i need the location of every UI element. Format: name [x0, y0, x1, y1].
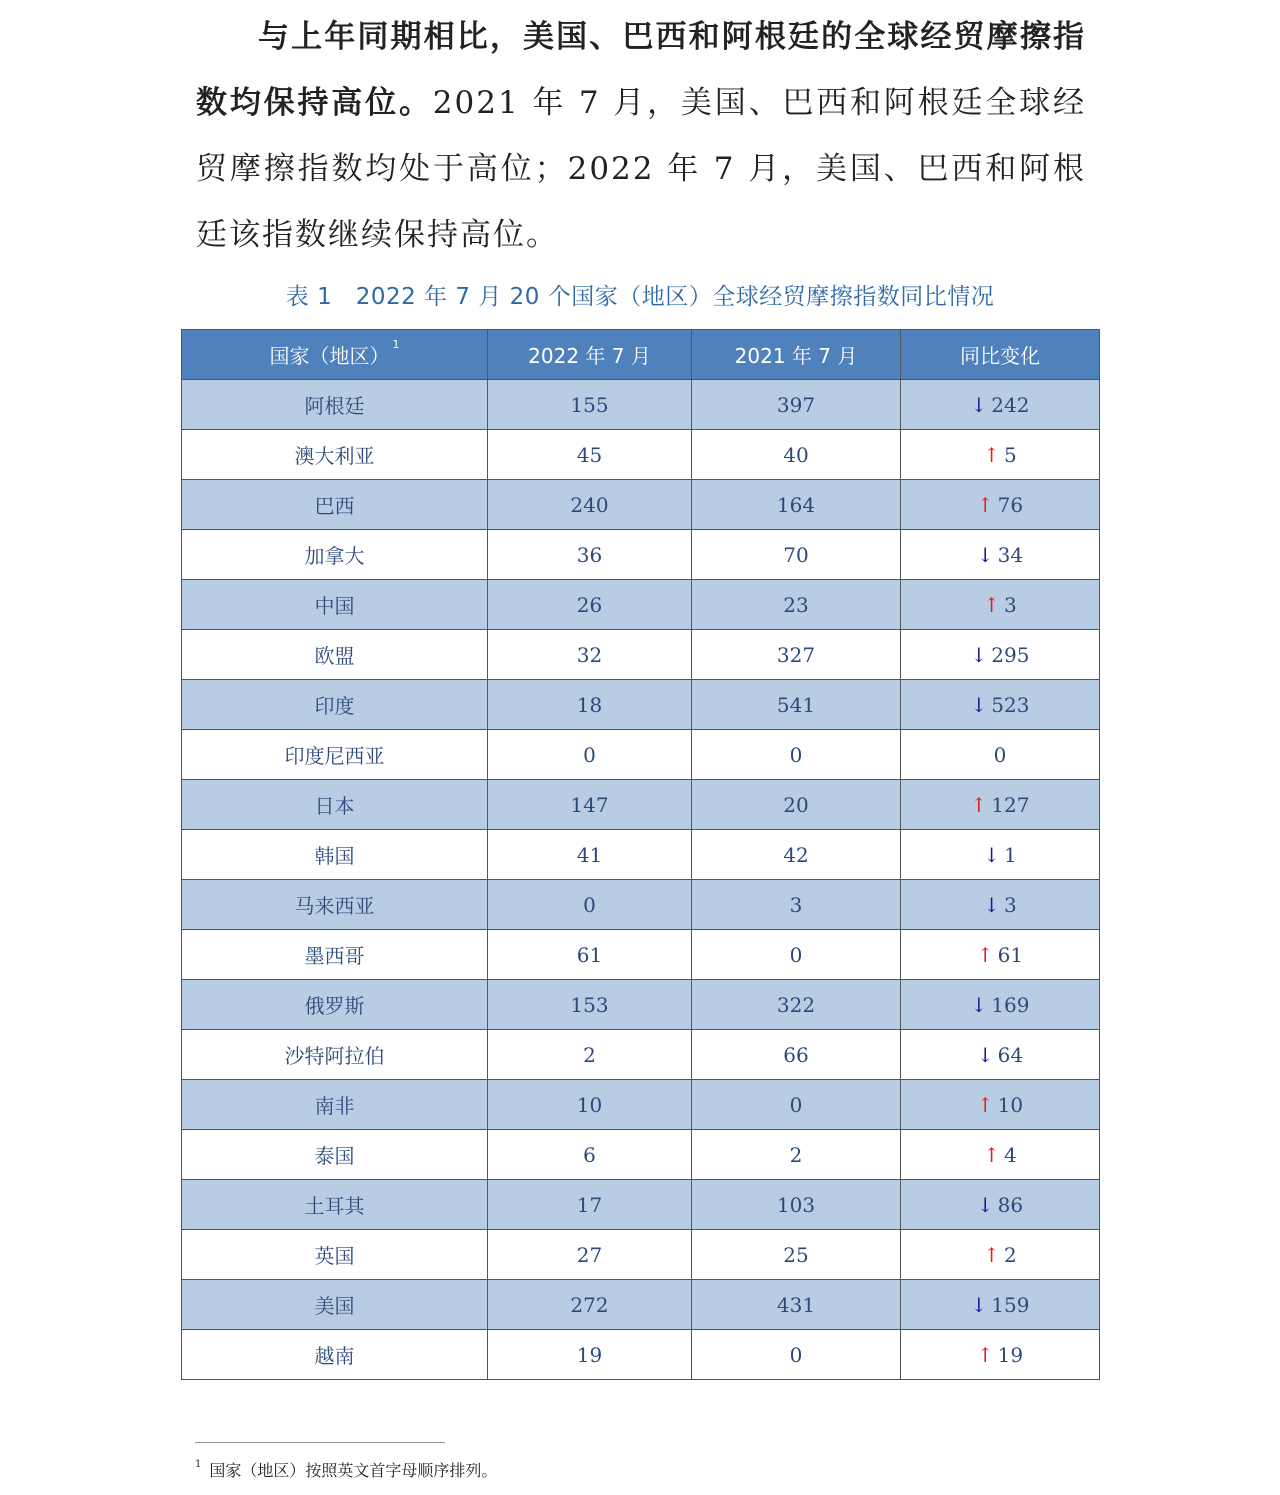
up-arrow-icon: ↑: [983, 1242, 1001, 1267]
cell-2021: 0: [692, 1330, 901, 1380]
cell-2022: 19: [488, 1330, 692, 1380]
down-arrow-icon: ↓: [983, 892, 1001, 917]
cell-2021: 2: [692, 1130, 901, 1180]
change-value: 5: [1004, 442, 1017, 467]
cell-change: [901, 1330, 1100, 1380]
up-arrow-icon: ↑: [983, 592, 1001, 617]
cell-country: 阿根廷: [182, 380, 488, 430]
footnote-mark: 1: [195, 1458, 202, 1470]
cell-2022: 61: [488, 930, 692, 980]
cell-country: 澳大利亚: [182, 430, 488, 480]
cell-2022: 26: [488, 580, 692, 630]
header-country-label: 国家（地区）: [269, 344, 390, 368]
table-row: [182, 980, 1100, 1030]
cell-2021: 541: [692, 680, 901, 730]
down-arrow-icon: ↓: [970, 392, 988, 417]
cell-2021: 0: [692, 930, 901, 980]
cell-2022: 10: [488, 1080, 692, 1130]
cell-2021: 0: [692, 730, 901, 780]
cell-country: 墨西哥: [182, 930, 488, 980]
table-row: [182, 380, 1100, 430]
up-arrow-icon: ↑: [976, 492, 994, 517]
cell-2021: 66: [692, 1030, 901, 1080]
table-row: [182, 830, 1100, 880]
up-arrow-icon: ↑: [970, 792, 988, 817]
table-row: [182, 680, 1100, 730]
header-country: [182, 330, 488, 380]
change-value: 3: [1004, 892, 1017, 917]
cell-change: [901, 680, 1100, 730]
cell-change: [901, 1030, 1100, 1080]
cell-change: [901, 430, 1100, 480]
cell-country: 土耳其: [182, 1180, 488, 1230]
down-arrow-icon: ↓: [983, 842, 1001, 867]
down-arrow-icon: ↓: [976, 1192, 994, 1217]
cell-2021: 40: [692, 430, 901, 480]
cell-country: 南非: [182, 1080, 488, 1130]
table-row: [182, 630, 1100, 680]
change-value: 19: [997, 1342, 1024, 1367]
change-value: 523: [991, 692, 1030, 717]
cell-2021: 70: [692, 530, 901, 580]
cell-country: 马来西亚: [182, 880, 488, 930]
table-row: [182, 780, 1100, 830]
cell-2022: 27: [488, 1230, 692, 1280]
cell-2022: 6: [488, 1130, 692, 1180]
down-arrow-icon: ↓: [976, 1042, 994, 1067]
footnote: [195, 1458, 497, 1481]
cell-2022: 155: [488, 380, 692, 430]
cell-change: [901, 1080, 1100, 1130]
footnote-reference-mark: 1: [392, 338, 400, 351]
intro-bold-sentence: 与上年同期相比，美国、巴西和阿根廷的全球经贸摩擦指数均保持高位。: [196, 19, 1086, 121]
cell-2021: 431: [692, 1280, 901, 1330]
change-value: 127: [991, 792, 1030, 817]
up-arrow-icon: ↑: [976, 1092, 994, 1117]
cell-country: 印度: [182, 680, 488, 730]
header-2021: 2021 年 7 月: [692, 330, 901, 380]
table-row: [182, 430, 1100, 480]
cell-2022: 2: [488, 1030, 692, 1080]
cell-country: 美国: [182, 1280, 488, 1330]
footnote-text: 国家（地区）按照英文首字母顺序排列。: [209, 1461, 498, 1480]
change-value: 169: [991, 992, 1030, 1017]
cell-2022: 18: [488, 680, 692, 730]
table-caption: 表 1 2022 年 7 月 20 个国家（地区）全球经贸摩擦指数同比情况: [285, 284, 995, 310]
cell-2022: 41: [488, 830, 692, 880]
table-row: [182, 1280, 1100, 1330]
down-arrow-icon: ↓: [970, 1292, 988, 1317]
cell-2021: 322: [692, 980, 901, 1030]
change-value: 76: [997, 492, 1024, 517]
change-value: 2: [1004, 1242, 1017, 1267]
intro-paragraph: [196, 4, 1086, 268]
down-arrow-icon: ↓: [970, 992, 988, 1017]
cell-change: [901, 730, 1100, 780]
table-body: [182, 380, 1100, 1380]
header-change: 同比变化: [901, 330, 1100, 380]
cell-change: [901, 580, 1100, 630]
cell-country: 沙特阿拉伯: [182, 1030, 488, 1080]
cell-2022: 32: [488, 630, 692, 680]
cell-2021: 42: [692, 830, 901, 880]
cell-country: 越南: [182, 1330, 488, 1380]
cell-country: 日本: [182, 780, 488, 830]
down-arrow-icon: ↓: [970, 692, 988, 717]
cell-country: 英国: [182, 1230, 488, 1280]
up-arrow-icon: ↑: [983, 442, 1001, 467]
cell-country: 泰国: [182, 1130, 488, 1180]
cell-change: [901, 830, 1100, 880]
cell-change: [901, 1230, 1100, 1280]
cell-country: 巴西: [182, 480, 488, 530]
cell-change: [901, 480, 1100, 530]
cell-country: 中国: [182, 580, 488, 630]
cell-change: [901, 630, 1100, 680]
cell-change: [901, 930, 1100, 980]
cell-change: [901, 1180, 1100, 1230]
table-row: [182, 1180, 1100, 1230]
footnote-divider: [195, 1442, 445, 1443]
change-value: 3: [1004, 592, 1017, 617]
cell-2021: 164: [692, 480, 901, 530]
change-value: 295: [991, 642, 1030, 667]
cell-change: [901, 880, 1100, 930]
cell-2022: 240: [488, 480, 692, 530]
cell-2021: 0: [692, 1080, 901, 1130]
change-value: 0: [993, 742, 1007, 767]
cell-2022: 0: [488, 880, 692, 930]
change-value: 61: [997, 942, 1024, 967]
change-value: 64: [997, 1042, 1024, 1067]
table-row: [182, 930, 1100, 980]
table-row: [182, 530, 1100, 580]
cell-change: [901, 530, 1100, 580]
cell-2021: 25: [692, 1230, 901, 1280]
cell-change: [901, 980, 1100, 1030]
intro-body-text: 2021 年 7 月，美国、巴西和阿根廷全球经贸摩擦指数均处于高位；2022 年 7 月，美国、巴西和阿根廷该指数继续保持高位。: [196, 85, 1086, 253]
up-arrow-icon: ↑: [983, 1142, 1001, 1167]
table-row: [182, 480, 1100, 530]
change-value: 159: [991, 1292, 1030, 1317]
cell-2022: 36: [488, 530, 692, 580]
cell-country: 俄罗斯: [182, 980, 488, 1030]
cell-2021: 397: [692, 380, 901, 430]
cell-2022: 272: [488, 1280, 692, 1330]
up-arrow-icon: ↑: [976, 1342, 994, 1367]
table-row: [182, 1130, 1100, 1180]
cell-country: 印度尼西亚: [182, 730, 488, 780]
cell-change: [901, 1130, 1100, 1180]
table-row: [182, 730, 1100, 780]
cell-change: [901, 1280, 1100, 1330]
table-row: [182, 880, 1100, 930]
table-row: [182, 1080, 1100, 1130]
change-value: 1: [1004, 842, 1017, 867]
table-row: [182, 580, 1100, 630]
change-value: 10: [997, 1092, 1024, 1117]
table-row: [182, 1330, 1100, 1380]
down-arrow-icon: ↓: [976, 542, 994, 567]
change-value: 34: [997, 542, 1024, 567]
header-2022: 2022 年 7 月: [488, 330, 692, 380]
table-row: [182, 1230, 1100, 1280]
cell-2021: 3: [692, 880, 901, 930]
cell-country: 欧盟: [182, 630, 488, 680]
cell-country: 加拿大: [182, 530, 488, 580]
table-header-row: [182, 330, 1100, 380]
cell-change: [901, 780, 1100, 830]
cell-2021: 23: [692, 580, 901, 630]
cell-2021: 327: [692, 630, 901, 680]
cell-change: [901, 380, 1100, 430]
change-value: 242: [991, 392, 1030, 417]
cell-2022: 17: [488, 1180, 692, 1230]
change-value: 86: [997, 1192, 1024, 1217]
up-arrow-icon: ↑: [976, 942, 994, 967]
change-value: 4: [1004, 1142, 1017, 1167]
cell-2022: 45: [488, 430, 692, 480]
down-arrow-icon: ↓: [970, 642, 988, 667]
friction-index-table: [181, 329, 1100, 1380]
cell-2022: 153: [488, 980, 692, 1030]
cell-country: 韩国: [182, 830, 488, 880]
cell-2021: 20: [692, 780, 901, 830]
cell-2022: 0: [488, 730, 692, 780]
cell-2022: 147: [488, 780, 692, 830]
cell-2021: 103: [692, 1180, 901, 1230]
table-row: [182, 1030, 1100, 1080]
